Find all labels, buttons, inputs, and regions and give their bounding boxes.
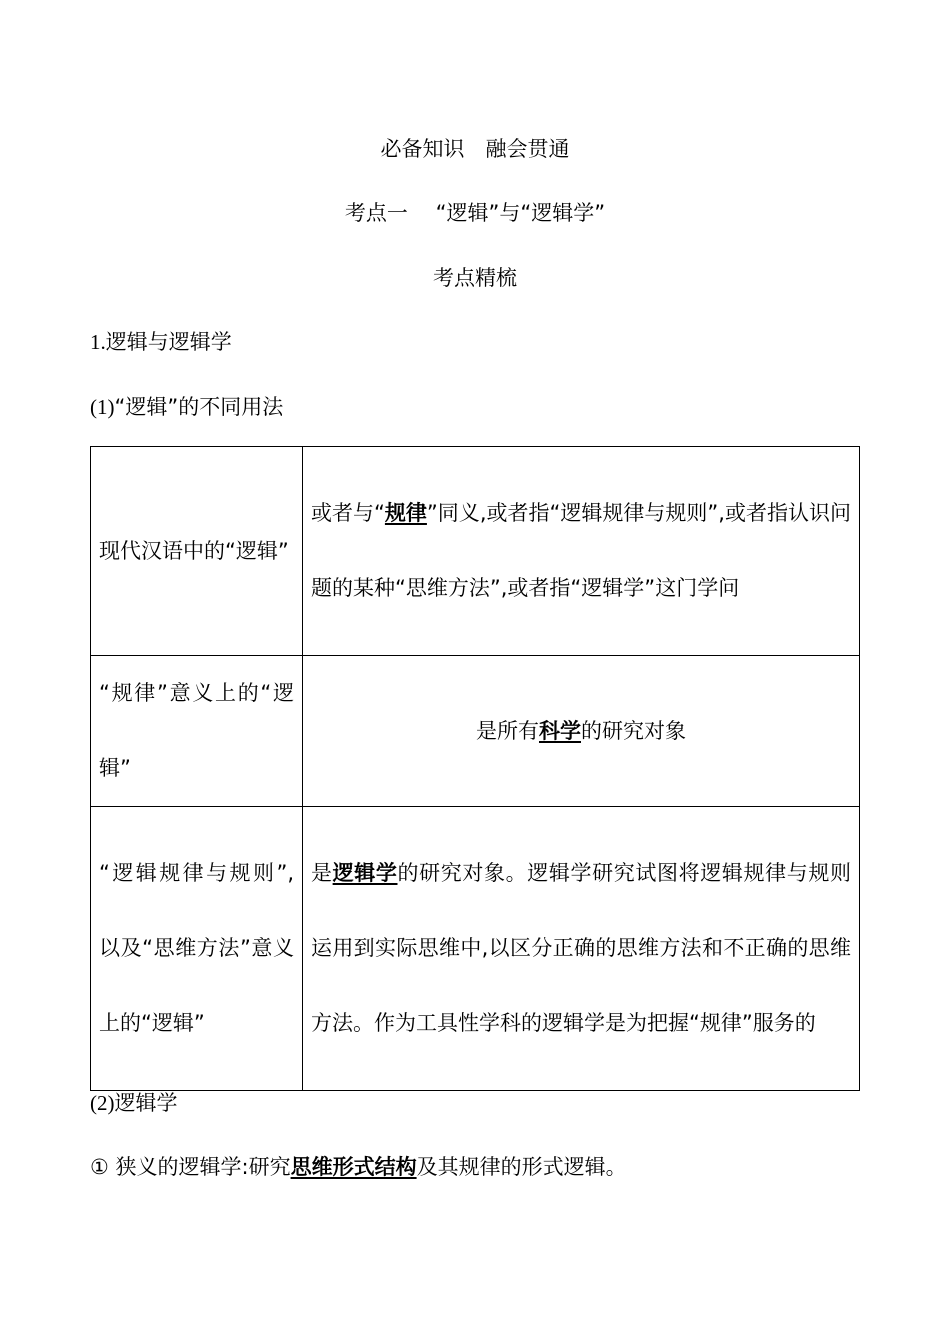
term-cell: “逻辑规律与规则”,以及“思维方法”意义上的“逻辑” — [91, 807, 303, 1091]
circled-number-marker: ① — [90, 1155, 109, 1179]
topic-title: 考点一 “逻辑”与“逻辑学” — [344, 201, 606, 225]
key-term: 逻辑学 — [332, 861, 398, 885]
description-cell: 是所有科学的研究对象 — [303, 656, 860, 807]
description-cell: 或者与“规律”同义,或者指“逻辑规律与规则”,或者指认识问题的某种“思维方法”,或者指“逻辑学”这门学问 — [303, 447, 860, 656]
logic-usage-table — [90, 446, 860, 1091]
subsection-2-title: 逻辑学 — [114, 1091, 178, 1115]
key-term: 科学 — [539, 718, 581, 743]
key-term: 规律 — [384, 501, 427, 525]
section-1-number: 1. — [90, 330, 106, 354]
subsection-2-number: (2) — [90, 1091, 115, 1115]
section-heading: 必备知识 融会贯通 — [380, 137, 570, 161]
section-1-title: 逻辑与逻辑学 — [105, 330, 232, 354]
topic-subtitle: 考点精梳 — [433, 266, 517, 290]
table-row — [91, 807, 860, 1091]
subsection-1-heading — [90, 392, 283, 422]
subsection-1-number: (1) — [90, 395, 115, 419]
key-term: 思维形式结构 — [290, 1155, 417, 1179]
subsection-2-heading — [90, 1088, 178, 1118]
term-cell: “规律”意义上的“逻辑” — [91, 656, 303, 807]
term-cell: 现代汉语中的“逻辑” — [91, 447, 303, 656]
table-row — [91, 447, 860, 656]
description-cell: 是逻辑学的研究对象。逻辑学研究试图将逻辑规律与规则运用到实际思维中,以区分正确的思维方法和不正确的思维方法。作为工具性学科的逻辑学是为把握“规律”服务的 — [303, 807, 860, 1091]
section-1-heading — [90, 327, 232, 357]
table-row — [91, 656, 860, 807]
subsection-1-title: “逻辑”的不同用法 — [114, 395, 284, 419]
list-item: ① 狭义的逻辑学:研究思维形式结构及其规律的形式逻辑。 — [90, 1155, 627, 1179]
